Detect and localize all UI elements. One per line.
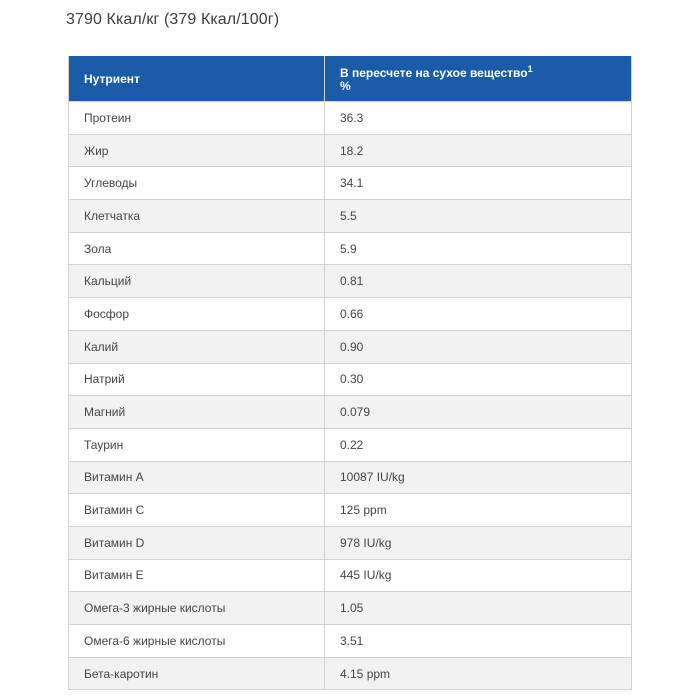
table-body	[69, 102, 632, 690]
table-row	[69, 134, 632, 167]
table-row	[69, 592, 632, 625]
nutrient-name: Витамин A	[69, 461, 325, 494]
nutrient-value: 3.51	[325, 625, 632, 658]
energy-heading: 3790 Ккал/кг (379 Ккал/100г)	[66, 11, 280, 28]
nutrient-value: 0.90	[325, 330, 632, 363]
table-row	[69, 167, 632, 200]
header-percent-unit: %	[340, 78, 351, 93]
nutrient-value: 4.15 ppm	[325, 657, 632, 690]
header-nutrient: Нутриент	[69, 56, 325, 102]
nutrient-name: Зола	[69, 232, 325, 265]
header-footnote-marker: 1	[527, 63, 533, 74]
nutrient-value: 5.5	[325, 200, 632, 233]
nutrient-name: Протеин	[69, 102, 325, 135]
nutrient-name: Витамин D	[69, 526, 325, 559]
nutrient-value: 18.2	[325, 134, 632, 167]
nutrient-value: 0.22	[325, 428, 632, 461]
table-row	[69, 526, 632, 559]
table-row	[69, 559, 632, 592]
table-row	[69, 625, 632, 658]
nutrient-name: Клетчатка	[69, 200, 325, 233]
table-row	[69, 428, 632, 461]
header-dry-matter-label	[340, 63, 631, 80]
nutrient-name: Витамин E	[69, 559, 325, 592]
nutrient-value: 0.079	[325, 396, 632, 429]
table-row	[69, 494, 632, 527]
nutrient-name: Омега-6 жирные кислоты	[69, 625, 325, 658]
nutrient-table	[68, 56, 632, 690]
table-header	[69, 56, 632, 102]
nutrient-value: 978 IU/kg	[325, 526, 632, 559]
nutrient-value: 0.66	[325, 298, 632, 331]
table-row	[69, 461, 632, 494]
nutrient-name: Витамин C	[69, 494, 325, 527]
nutrient-value: 445 IU/kg	[325, 559, 632, 592]
table-row	[69, 200, 632, 233]
nutrient-value: 0.30	[325, 363, 632, 396]
table-row	[69, 330, 632, 363]
nutrient-name: Углеводы	[69, 167, 325, 200]
table-row	[69, 232, 632, 265]
table-row	[69, 265, 632, 298]
header-dry-matter-text: В пересчете на сухое вещество	[340, 65, 528, 80]
nutrient-name: Фосфор	[69, 298, 325, 331]
nutrient-value: 0.81	[325, 265, 632, 298]
table-row	[69, 102, 632, 135]
nutrient-value: 125 ppm	[325, 494, 632, 527]
nutrient-value: 34.1	[325, 167, 632, 200]
nutrient-name: Омега-3 жирные кислоты	[69, 592, 325, 625]
table-row	[69, 396, 632, 429]
table-row	[69, 363, 632, 396]
table-row	[69, 298, 632, 331]
header-row	[69, 56, 632, 102]
nutrient-name: Натрий	[69, 363, 325, 396]
table-row	[69, 657, 632, 690]
nutrient-name: Калий	[69, 330, 325, 363]
nutrient-name: Магний	[69, 396, 325, 429]
nutrient-name: Жир	[69, 134, 325, 167]
nutrient-value: 1.05	[325, 592, 632, 625]
nutrient-name: Кальций	[69, 265, 325, 298]
nutrient-name: Бета-каротин	[69, 657, 325, 690]
nutrient-name: Таурин	[69, 428, 325, 461]
nutrient-value: 36.3	[325, 102, 632, 135]
header-dry-matter	[325, 56, 632, 102]
nutrient-value: 5.9	[325, 232, 632, 265]
nutrient-value: 10087 IU/kg	[325, 461, 632, 494]
